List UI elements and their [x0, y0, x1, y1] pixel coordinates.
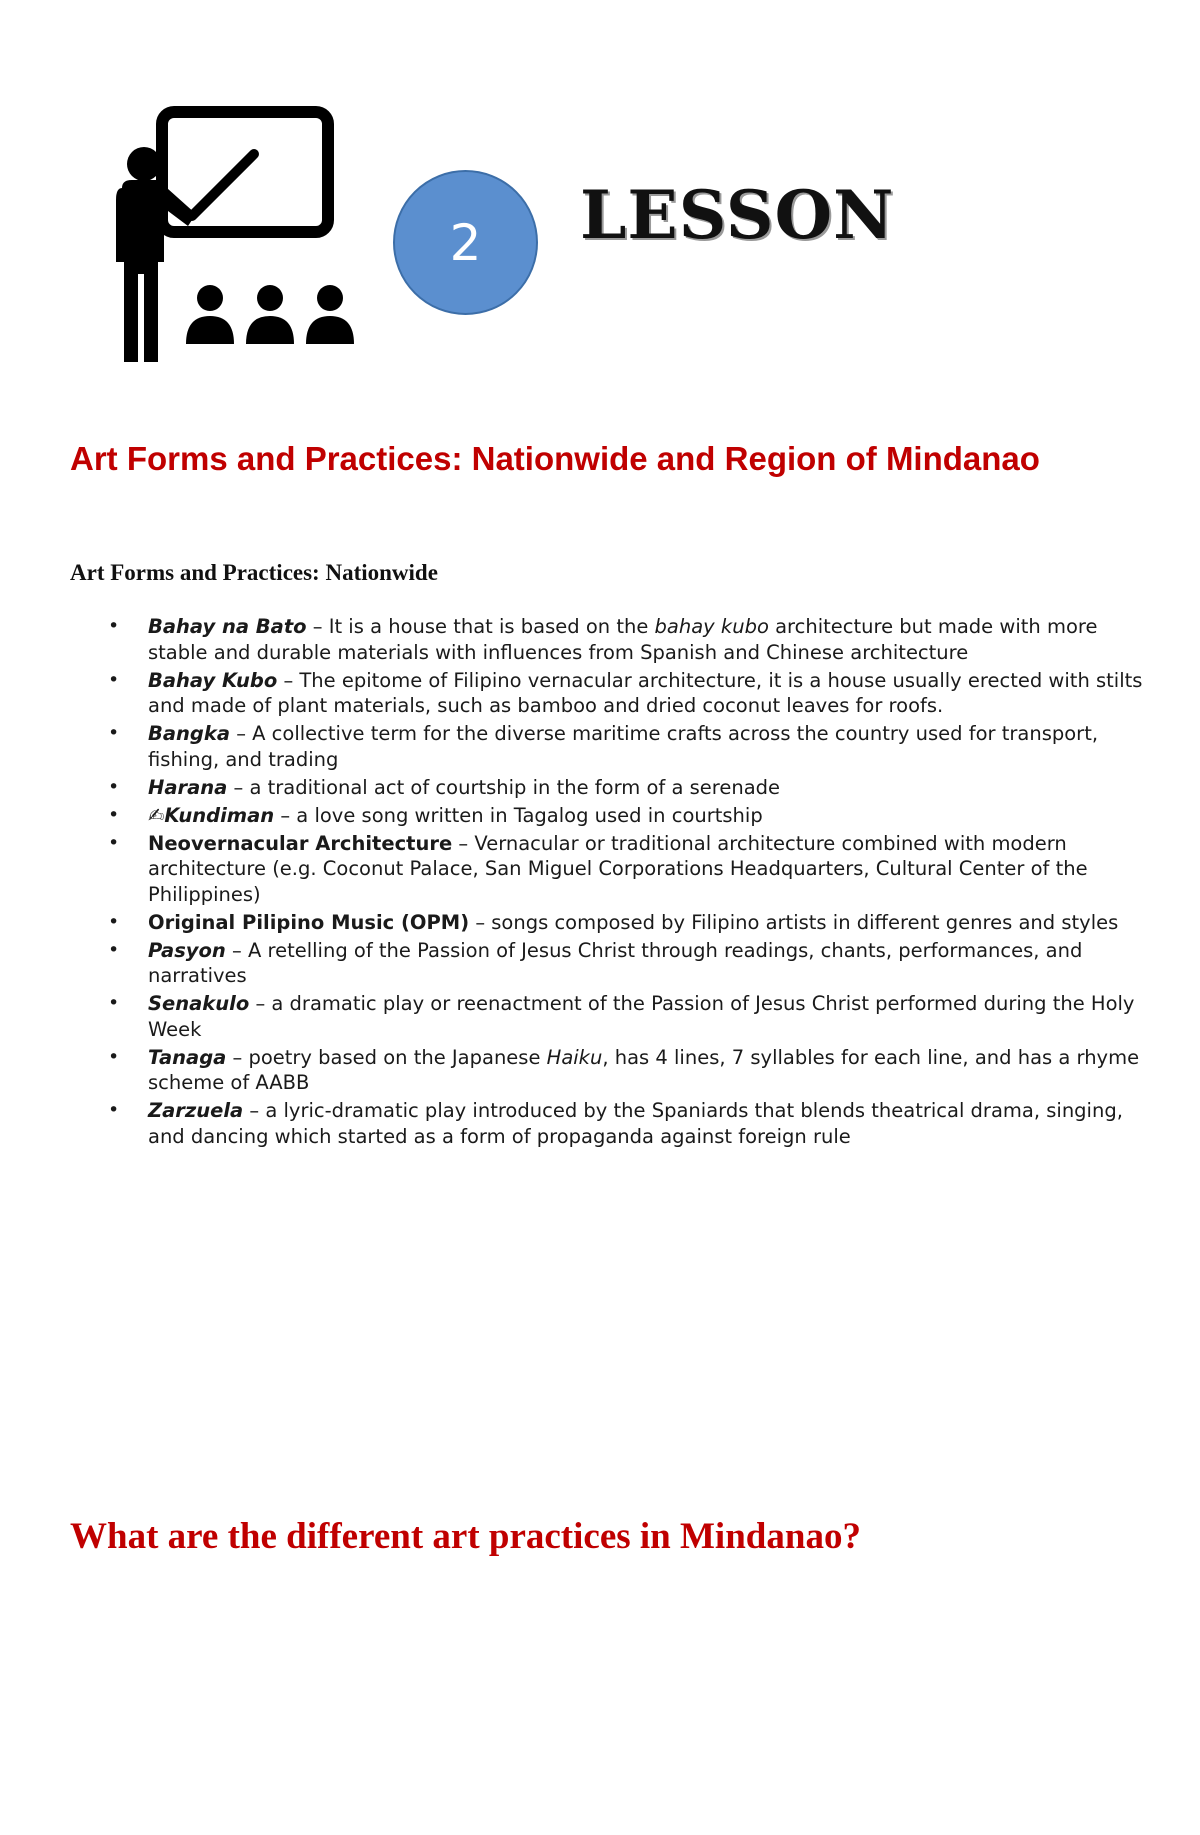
- list-item: [104, 721, 1144, 772]
- list-item: [104, 614, 1144, 665]
- bullet-icon: •: [108, 803, 120, 826]
- term-name: Pasyon: [148, 938, 226, 962]
- term-name: Kundiman: [164, 803, 275, 827]
- term-description-rest: , has 4 lines, 7 syllables for each line, and has a rhyme scheme of AABB: [148, 1045, 1140, 1094]
- bullet-icon: •: [108, 910, 120, 933]
- term-description: – songs composed by Filipino artists in different genres and styles: [469, 910, 1119, 934]
- term-description: – a dramatic play or reenactment of the Passion of Jesus Christ performed during the Holy Week: [148, 992, 1135, 1041]
- list-item: [104, 775, 1144, 801]
- term-description: – A collective term for the diverse maritime crafts across the country used for transport, fishing, and trading: [148, 722, 1099, 771]
- bullet-icon: •: [108, 668, 120, 691]
- term-name: Harana: [148, 775, 228, 799]
- list-item: [104, 803, 1144, 829]
- term-description: – a traditional act of courtship in the form of a serenade: [227, 775, 781, 799]
- bullet-icon: •: [108, 615, 120, 637]
- term-name: Bangka: [148, 722, 230, 745]
- page-title: Art Forms and Practices: Nationwide and Region of Mindanao: [70, 440, 1040, 477]
- list-item: [104, 1098, 1144, 1149]
- term-description: – It is a house that is based on the: [306, 615, 655, 638]
- term-name: Neovernacular Architecture: [148, 831, 453, 855]
- bullet-icon: •: [108, 775, 120, 798]
- lesson-heading: LESSON: [580, 176, 895, 254]
- lesson-number: 2: [449, 213, 482, 272]
- term-description: – poetry based on the Japanese: [226, 1045, 547, 1069]
- term-name: Senakulo: [148, 992, 250, 1015]
- term-description-rest: architecture but made with more stable and durable materials with influences from Spanish and Chinese architecture: [148, 615, 1098, 664]
- term-description: – A retelling of the Passion of Jesus Christ through readings, chants, performances, and narratives: [148, 938, 1083, 987]
- term-description: – The epitome of Filipino vernacular architecture, it is a house usually erected with stilts and made of plant materials, such as bamboo and dried coconut leaves for roofs.: [148, 668, 1143, 717]
- term-prefix: ✍: [148, 803, 165, 827]
- term-name: Bahay na Bato: [148, 615, 307, 638]
- list-item: [104, 1045, 1144, 1096]
- bullet-icon: •: [108, 992, 120, 1014]
- term-name: Original Pilipino Music (OPM): [148, 910, 470, 934]
- term-emphasis: Haiku: [546, 1045, 603, 1069]
- list-item: [104, 938, 1144, 989]
- bullet-icon: •: [108, 938, 120, 961]
- term-description: – Vernacular or traditional architecture combined with modern architecture (e.g. Coconut Palace, San Miguel Corporations Headquarters, Cultural Center of the Philippines): [148, 831, 1088, 906]
- section-title: Art Forms and Practices: Nationwide: [70, 560, 438, 585]
- term-name: Bahay Kubo: [148, 668, 278, 692]
- list-item: [104, 831, 1144, 908]
- term-name: Tanaga: [148, 1045, 227, 1069]
- list-item: [104, 991, 1144, 1042]
- bullet-icon: •: [108, 722, 120, 744]
- bullet-icon: •: [108, 1099, 120, 1121]
- lesson-number-badge: [393, 170, 538, 315]
- bullet-icon: •: [108, 1045, 120, 1068]
- teacher-presentation-icon: [92, 104, 378, 362]
- term-description: – a love song written in Tagalog used in courtship: [274, 803, 763, 827]
- list-item: [104, 910, 1144, 936]
- term-name: Zarzuela: [148, 1099, 244, 1122]
- term-description: – a lyric-dramatic play introduced by the Spaniards that blends theatrical drama, singing, and dancing which started as a form of propaganda against foreign rule: [148, 1099, 1123, 1148]
- question-heading: What are the different art practices in Mindanao?: [70, 1516, 861, 1557]
- art-forms-list: [104, 614, 1144, 1152]
- list-item: [104, 668, 1144, 719]
- bullet-icon: •: [108, 831, 120, 854]
- term-emphasis: bahay kubo: [654, 615, 769, 638]
